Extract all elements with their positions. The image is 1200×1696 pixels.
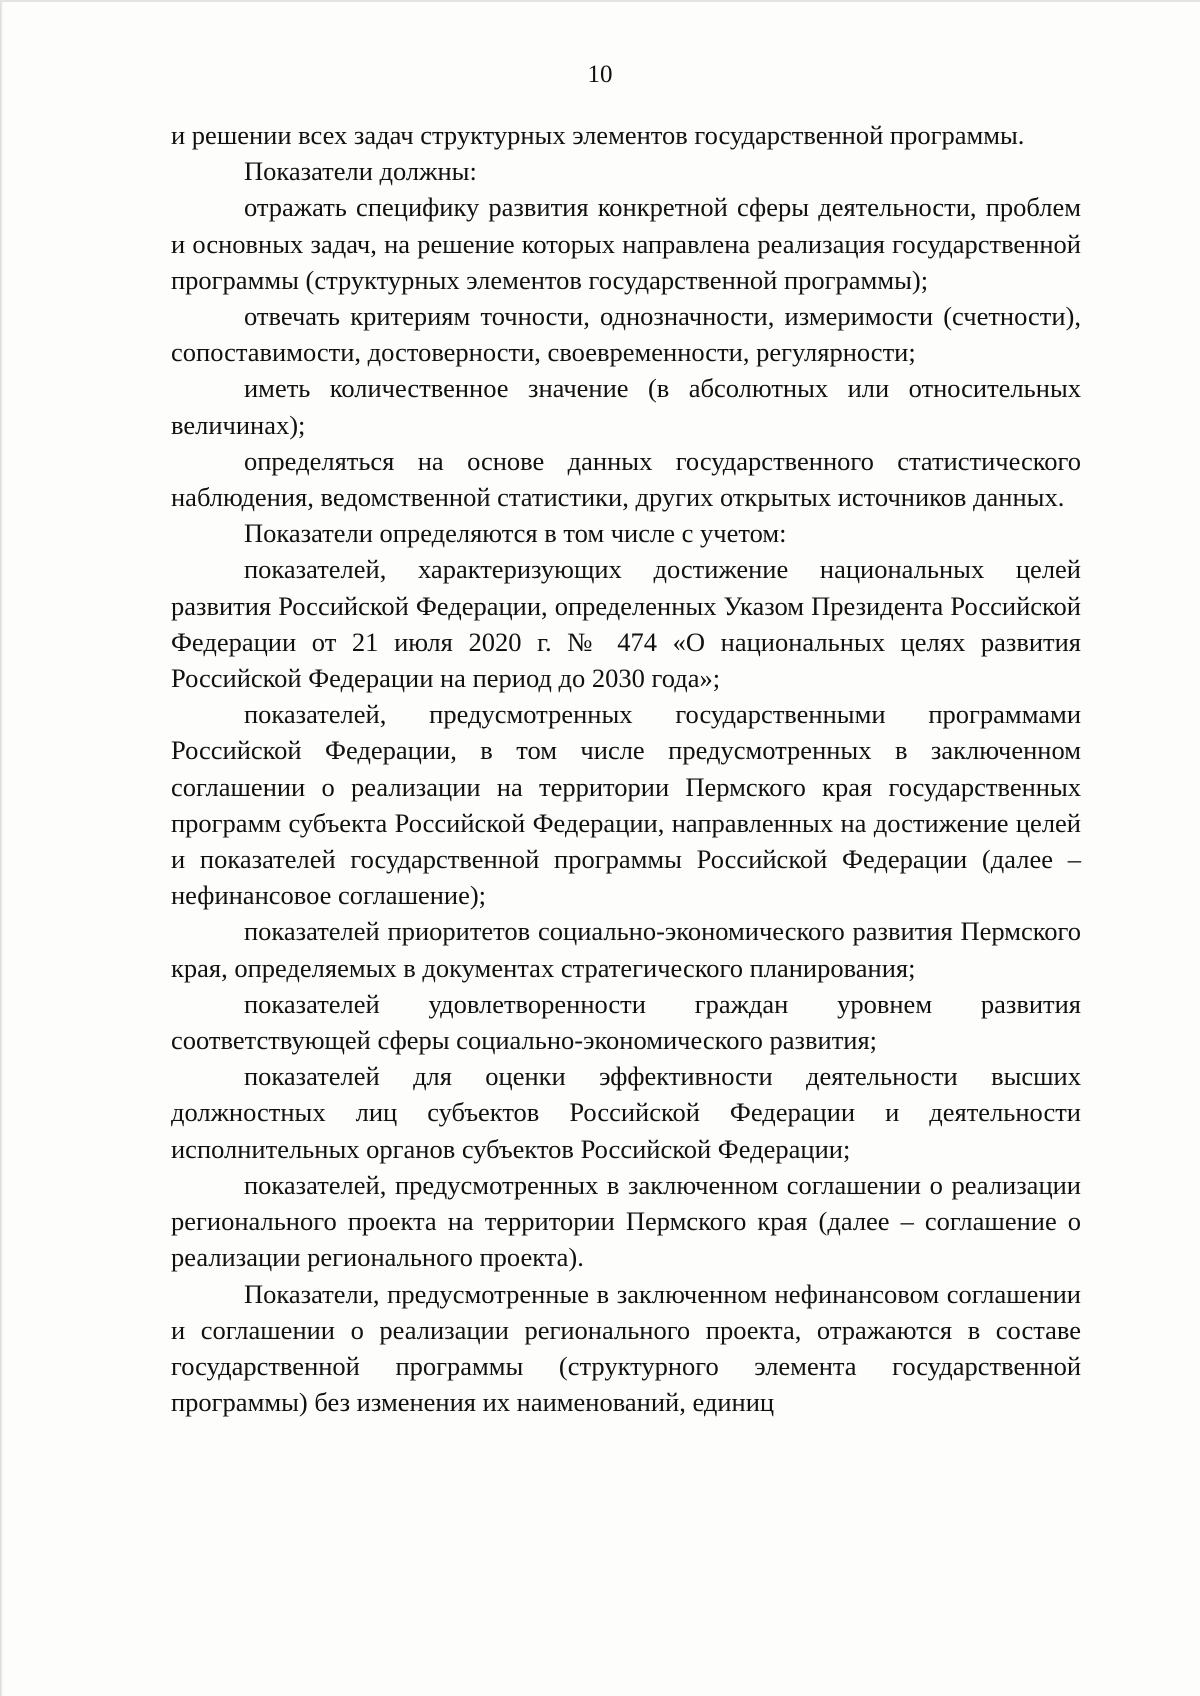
document-body (171, 117, 1081, 1420)
scan-edge-top (0, 0, 1200, 2)
paragraph: иметь количественное значение (в абсолютных или относительных величинах); (171, 373, 1081, 440)
scan-edge (0, 0, 3, 1696)
paragraph: Показатели, предусмотренные в заключенном нефинансовом соглашении и соглашении о реализации регионального проекта, отражаются в составе государственной программы (структурного элемента государственной программы) без изменения их наименований, единиц (171, 1278, 1081, 1418)
paragraph: отражать специфику развития конкретной сферы деятельности, проблем и основных задач, на решение которых направлена реализация государственной программы (структурных элементов государственной программы); (171, 192, 1081, 295)
paragraph: показателей для оценки эффективности деятельности высших должностных лиц субъектов Российской Федерации и деятельности исполнительных органов субъектов Российской Федерации; (171, 1061, 1081, 1164)
paragraph-continuation: и решении всех задач структурных элементов государственной программы. (171, 120, 1025, 150)
paragraph: Показатели должны: (244, 156, 477, 187)
paragraph: определяться на основе данных государственного статистического наблюдения, ведомственной статистики, других открытых источников данных. (171, 445, 1081, 513)
page-number: 10 (587, 61, 613, 88)
paragraph: показателей приоритетов социально-экономического развития Пермского края, определяемых в документах стратегического планирования; (171, 916, 1081, 983)
paragraph: отвечать критериям точности, однозначности, измеримости (счетности), сопоставимости, достоверности, своевременности, регулярности; (171, 301, 1081, 368)
paragraph: показателей, предусмотренных в заключенном соглашении о реализации регионального проекта на территории Пермского края (далее – соглашение о реализации регионального проекта). (171, 1169, 1081, 1273)
paragraph: показателей, характеризующих достижение национальных целей развития Российской Федерации, определенных Указом Президента Российской Федерации от 21 июля 2020 г. № 474 «О национальных целях развития Российской Федерации на период до 2030 года»; (171, 554, 1081, 694)
paragraph: показателей, предусмотренных государственными программами Российской Федерации, в том числе предусмотренных в заключенном соглашении о реализации на территории Пермского края государственных программ субъекта Российской Федерации, направленных на достижение целей и показателей государственной программы Российской Федерации (далее – нефинансовое соглашение); (171, 699, 1081, 911)
paragraph: показателей удовлетворенности граждан уровнем развития соответствующей сферы социально-экономического развития; (171, 988, 1081, 1056)
paragraph: Показатели определяются в том числе с учетом: (244, 518, 787, 549)
